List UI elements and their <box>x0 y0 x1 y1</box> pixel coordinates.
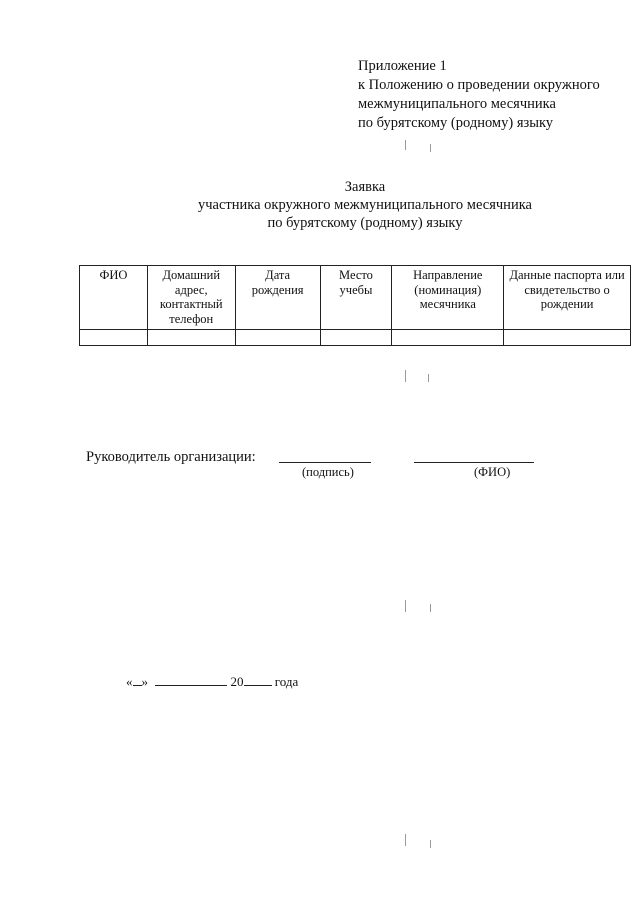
title-block <box>0 178 640 232</box>
scan-mark <box>405 600 406 612</box>
scan-mark <box>430 144 431 152</box>
scan-mark <box>430 604 431 612</box>
scan-mark <box>430 840 431 848</box>
table-cell <box>235 330 320 346</box>
scan-mark <box>405 370 406 382</box>
table-cell <box>320 330 392 346</box>
name-caption: (ФИО) <box>474 465 511 479</box>
scan-mark <box>405 140 406 150</box>
column-header: Данные паспорта или свидетельство о рождении <box>504 266 631 330</box>
name-line <box>414 462 534 463</box>
appendix-line: Приложение 1 <box>358 58 447 74</box>
signature-caption: (подпись) <box>302 465 354 479</box>
scan-mark <box>428 374 429 382</box>
document-title: Заявка <box>344 179 386 195</box>
column-header: ФИО <box>80 266 148 330</box>
appendix-line: к Положению о проведении окружного <box>358 77 600 93</box>
day-blank <box>133 674 142 686</box>
date-suffix: года <box>274 674 299 689</box>
date-open-quote: « <box>126 674 133 689</box>
column-header: Домашний адрес, контактный телефон <box>147 266 235 330</box>
signature-label: Руководитель организации: <box>86 449 256 465</box>
table-cell <box>147 330 235 346</box>
year-prefix: 20 <box>230 674 244 689</box>
column-header: Направление (номинация) месячника <box>392 266 504 330</box>
appendix-line: межмуниципального месячника <box>358 96 556 112</box>
appendix-block <box>358 57 600 133</box>
signature-line <box>279 462 371 463</box>
table-cell <box>392 330 504 346</box>
table-cell <box>80 330 148 346</box>
table-header-row <box>80 266 631 330</box>
date-line <box>126 674 298 690</box>
month-blank <box>155 674 227 686</box>
application-table <box>79 265 631 346</box>
document-subtitle: по бурятскому (родному) языку <box>267 215 463 231</box>
table-cell <box>504 330 631 346</box>
column-header: Дата рождения <box>235 266 320 330</box>
table-row <box>80 330 631 346</box>
column-header: Место учебы <box>320 266 392 330</box>
date-close-quote: » <box>141 674 148 689</box>
year-blank <box>244 674 272 686</box>
scan-mark <box>405 834 406 846</box>
document-subtitle: участника окружного межмуниципального месячника <box>198 197 532 213</box>
appendix-line: по бурятскому (родному) языку <box>358 115 554 131</box>
